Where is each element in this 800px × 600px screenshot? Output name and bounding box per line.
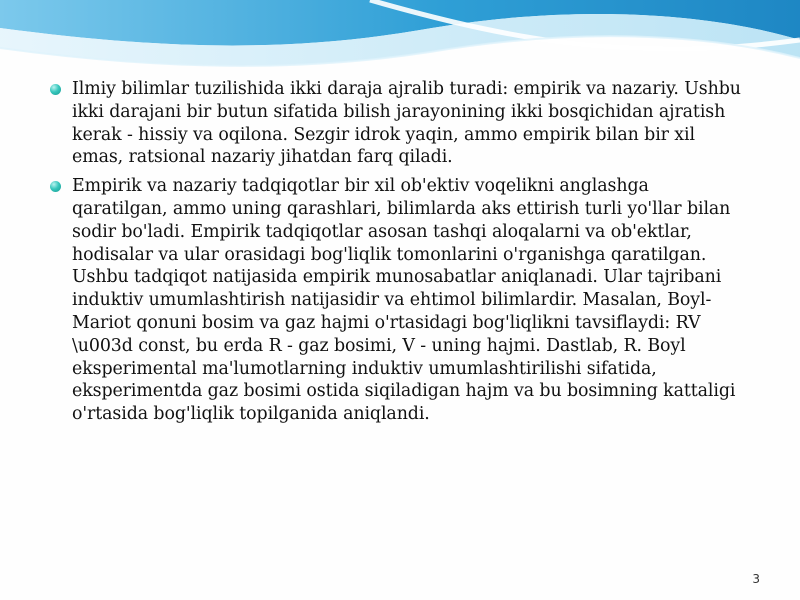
bullet-text: Empirik va nazariy tadqiqotlar bir xil ob'ektiv voqelikni anglashga qaratilgan, ammo uning qarashlari, bilimlarda aks ettirish turli yo'llar bilan sodir bo'ladi. Empirik tadqiqotlar asosan tashqi aloqalarni va ob'ektlar, hodisalar va ular orasidagi bog'liqlik tomonlarini o'rganishga qaratilgan. Ushbu tadqiqot natijasida empirik munosabatlar aniqlanadi. Ular tajribani induktiv umumlashtirish natijasidir va ehtimol bilimlardir. Masalan, Boyl-Mariot qonuni bosim va gaz hajmi o'rtasidagi bog'liqlikni tavsiflaydi: RV \u003d const, bu erda R - gaz bosimi, V - uning hajmi. Dastlab, R. Boyl eksperimental ma'lumotlarning induktiv umumlashtirilishi sifatida, eksperimentda gaz bosimi ostida siqiladigan hajm va bu bosimning kattaligi o'rtasida bog'liqlik topilganida aniqlandi. [72, 176, 736, 425]
bullet-circle-icon [50, 181, 61, 192]
bullet-item [48, 175, 748, 426]
bullet-text: Ilmiy bilimlar tuzilishida ikki daraja ajralib turadi: empirik va nazariy. Ushbu ikki darajani bir butun sifatida bilish jarayonining ikki bosqichidan ajratish kerak - hissiy va oqilona. Sezgir idrok yaqin, ammo empirik bilan bir xil emas, ratsional nazariy jihatdan farq qiladi. [72, 79, 741, 168]
bullet-circle-icon [50, 84, 61, 95]
bullet-item [48, 78, 748, 169]
bullet-list [48, 78, 748, 432]
page-number: 3 [752, 572, 760, 586]
